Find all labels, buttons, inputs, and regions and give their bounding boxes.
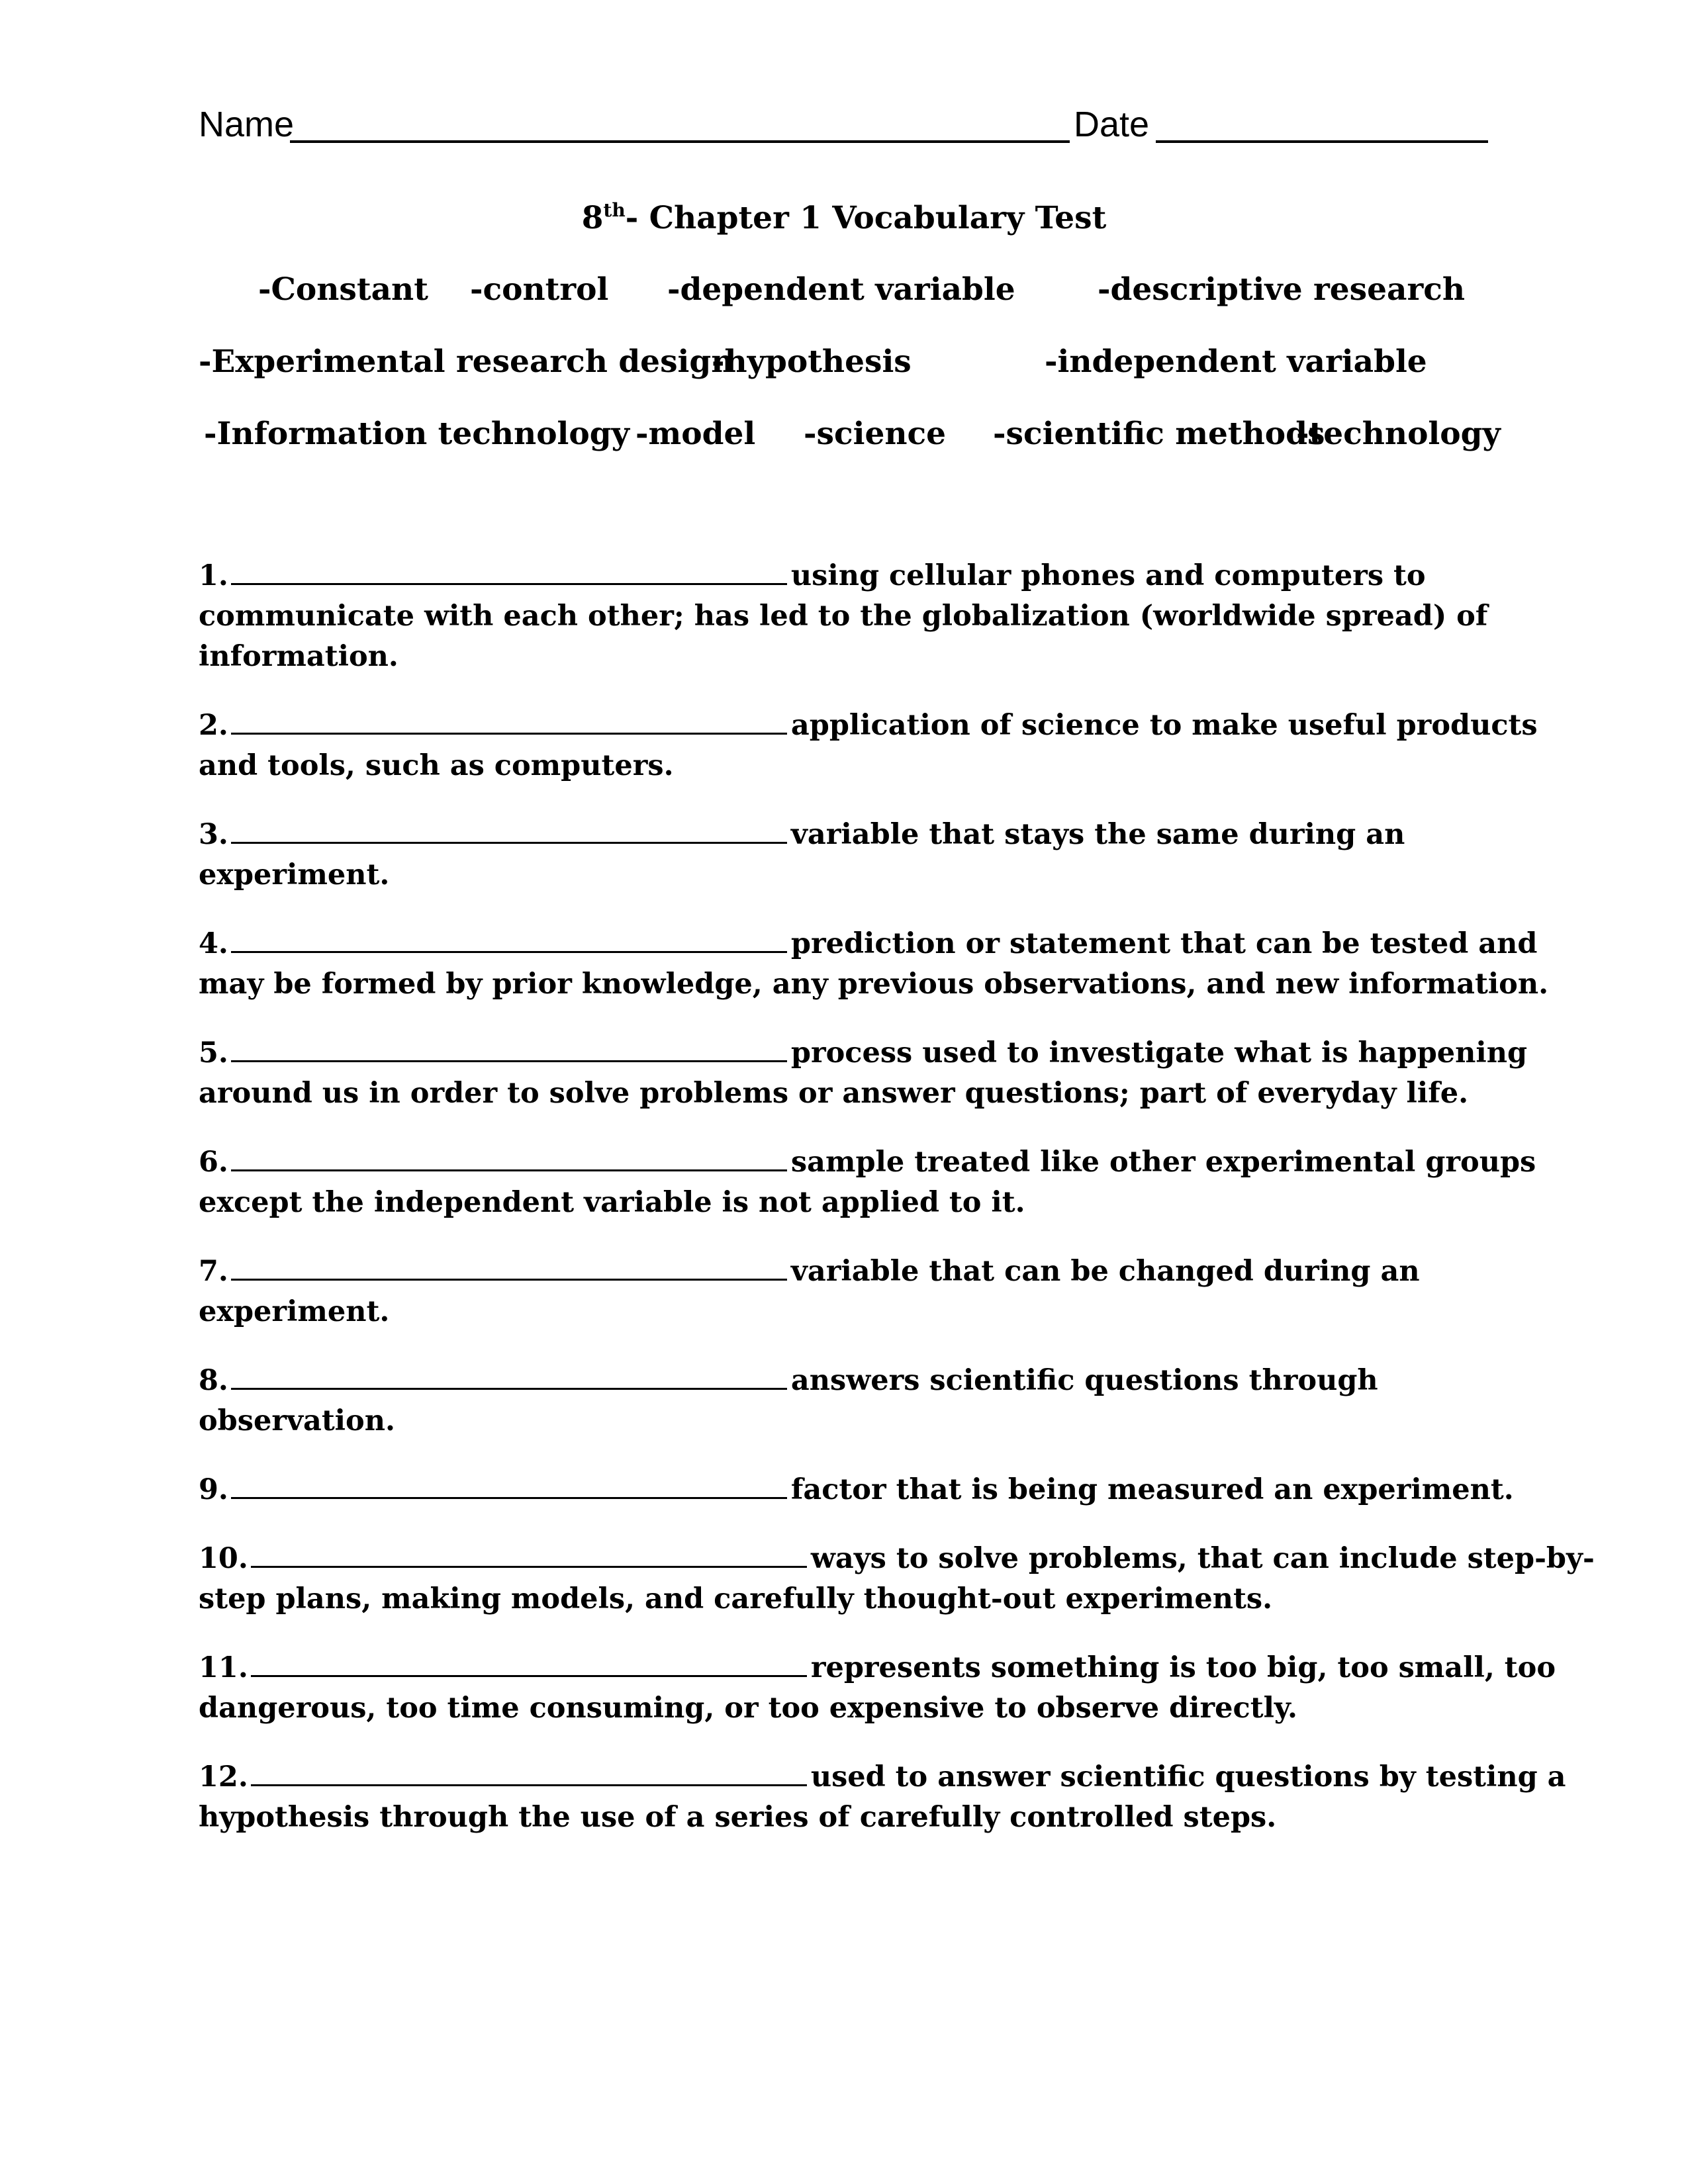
question-definition-cont: experiment. (199, 1295, 390, 1328)
date-blank[interactable] (1156, 140, 1488, 143)
question-item (199, 1757, 1566, 1838)
answer-blank[interactable] (231, 1279, 787, 1281)
question-definition: ways to solve problems, that can include step-by- (810, 1542, 1595, 1575)
question-definition-cont: may be formed by prior knowledge, any previous observations, and new information. (199, 968, 1549, 1001)
word-bank-item: -Information technology (204, 416, 630, 452)
question-definition: variable that stays the same during an (790, 818, 1405, 851)
question-definition: process used to investigate what is happening (790, 1036, 1528, 1069)
question-definition: factor that is being measured an experiment. (790, 1473, 1514, 1506)
page-title (0, 195, 1688, 242)
word-bank-item: -independent variable (1045, 343, 1427, 380)
answer-blank[interactable] (231, 583, 787, 585)
question-number: 12. (199, 1760, 248, 1794)
question-definition-cont: step plans, making models, and carefully thought-out experiments. (199, 1582, 1273, 1615)
question-definition-cont: except the independent variable is not applied to it. (199, 1186, 1025, 1219)
word-bank-item: -model (635, 416, 756, 452)
question-definition: sample treated like other experimental groups (790, 1146, 1536, 1179)
title-grade-suffix: th (603, 199, 626, 221)
question-item (199, 1539, 1595, 1619)
word-bank-item: -Experimental research design (199, 343, 734, 380)
question-number: 2. (199, 709, 228, 742)
question-number: 6. (199, 1146, 228, 1179)
name-blank[interactable] (290, 140, 1070, 143)
answer-blank[interactable] (231, 1060, 787, 1062)
question-number: 10. (199, 1542, 248, 1575)
question-number: 3. (199, 818, 228, 851)
title-grade: 8 (581, 200, 604, 236)
question-item (199, 1361, 1496, 1441)
question-definition-cont: information. (199, 640, 399, 673)
question-definition: variable that can be changed during an (790, 1255, 1420, 1288)
question-definition: answers scientific questions through (790, 1364, 1378, 1397)
question-item (199, 924, 1549, 1005)
question-item (199, 1142, 1536, 1223)
answer-blank[interactable] (231, 733, 787, 735)
question-definition: used to answer scientific questions by testing a (810, 1760, 1566, 1794)
question-definition-cont: and tools, such as computers. (199, 749, 674, 782)
question-definition: prediction or statement that can be tested and (790, 927, 1538, 960)
question-number: 5. (199, 1036, 228, 1069)
word-bank-item: -technology (1296, 416, 1501, 452)
question-definition-cont: hypothesis through the use of a series of carefully controlled steps. (199, 1801, 1277, 1834)
answer-blank[interactable] (231, 1388, 787, 1390)
word-bank-item: -control (470, 271, 609, 308)
question-definition: represents something is too big, too small, too (810, 1651, 1556, 1684)
answer-blank[interactable] (251, 1675, 807, 1677)
word-bank-item: -hypothesis (712, 343, 912, 380)
question-number: 8. (199, 1364, 228, 1397)
answer-blank[interactable] (251, 1566, 807, 1568)
word-bank-item: -Constant (258, 271, 428, 308)
question-item (199, 1251, 1496, 1332)
question-definition-cont: experiment. (199, 858, 390, 891)
question-number: 9. (199, 1473, 228, 1506)
word-bank-item: -scientific methods (993, 416, 1325, 452)
question-number: 1. (199, 559, 228, 592)
name-label: Name (199, 105, 295, 144)
date-label: Date (1074, 105, 1150, 144)
question-item (199, 556, 1496, 677)
question-item (199, 1033, 1528, 1114)
question-item (199, 1648, 1556, 1729)
name-date-header (199, 98, 1489, 151)
question-item (199, 815, 1496, 895)
answer-blank[interactable] (231, 1497, 787, 1499)
title-text: - Chapter 1 Vocabulary Test (625, 200, 1107, 236)
answer-blank[interactable] (231, 842, 787, 844)
word-bank-item: -dependent variable (667, 271, 1015, 308)
question-definition-cont: around us in order to solve problems or answer questions; part of everyday life. (199, 1077, 1469, 1110)
question-definition: using cellular phones and computers to (790, 559, 1426, 592)
question-definition-cont: observation. (199, 1404, 395, 1437)
question-definition: application of science to make useful products (790, 709, 1538, 742)
word-bank-item: -science (804, 416, 947, 452)
answer-blank[interactable] (231, 951, 787, 953)
question-definition-cont: dangerous, too time consuming, or too expensive to observe directly. (199, 1692, 1297, 1725)
question-item (199, 705, 1538, 786)
question-number: 11. (199, 1651, 248, 1684)
answer-blank[interactable] (251, 1784, 807, 1786)
question-number: 7. (199, 1255, 228, 1288)
question-definition-cont: communicate with each other; has led to the globalization (worldwide spread) of (199, 600, 1488, 633)
answer-blank[interactable] (231, 1169, 787, 1171)
question-number: 4. (199, 927, 228, 960)
word-bank-item: -descriptive research (1098, 271, 1466, 308)
question-item (199, 1470, 1514, 1510)
